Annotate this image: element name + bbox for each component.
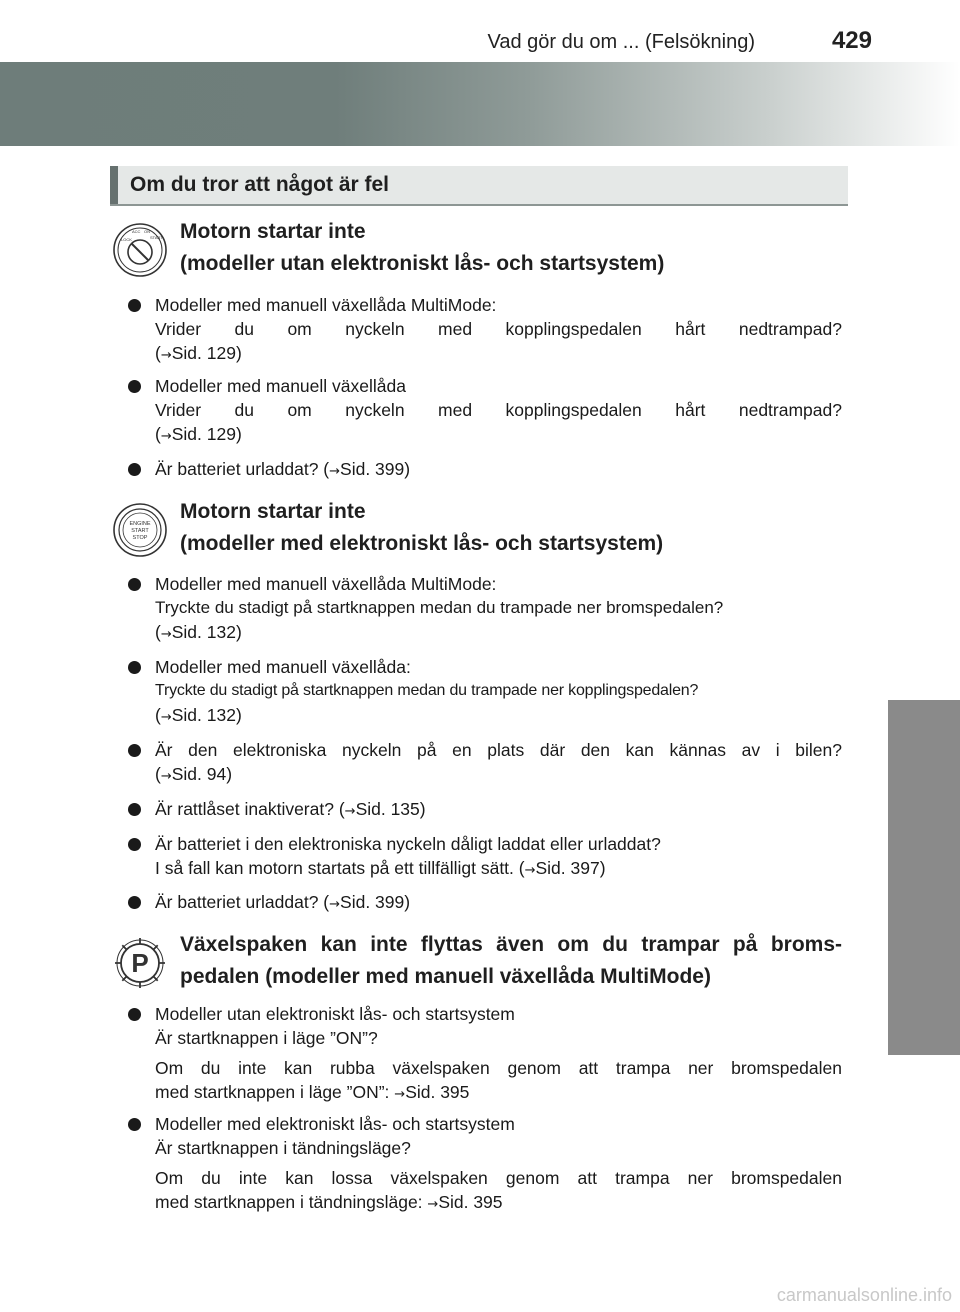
item-text: Modeller med manuell växellåda MultiMode: [155, 295, 497, 315]
key-label-on: ON [144, 229, 150, 234]
list-item [128, 890, 842, 917]
heading-line: Motorn startar inte [180, 500, 366, 523]
key-label-acc: ACC [132, 229, 141, 234]
item-text: Tryckte du stadigt på startknappen medan du trampade ner bromspedalen? [155, 598, 724, 617]
item-text: Modeller med elektroniskt lås- och startsystem [155, 1114, 515, 1134]
arrow-icon: → [329, 464, 341, 479]
arrow-icon: → [160, 429, 172, 444]
bullet [128, 463, 141, 476]
arrow-icon: → [160, 348, 172, 363]
bullet [128, 744, 141, 757]
paren: ) [235, 343, 242, 363]
list-item [128, 797, 842, 824]
list-item [128, 832, 842, 883]
watermark: carmanualsonline.info [776, 1285, 952, 1305]
bullet [128, 578, 141, 591]
header-banner [0, 62, 960, 146]
paren: ) [404, 892, 411, 912]
paren: ( [155, 424, 161, 444]
paren: ) [235, 424, 242, 444]
list-item [128, 1112, 842, 1217]
page-reference[interactable]: Sid. 132 [171, 705, 236, 725]
arrow-icon: → [160, 710, 172, 725]
page-number: 429 [831, 27, 872, 54]
page-reference[interactable]: Sid. 132 [171, 622, 236, 642]
list-item [128, 293, 842, 368]
bullet [128, 803, 141, 816]
list-item [128, 572, 842, 647]
arrow-icon: → [160, 769, 172, 784]
bullet [128, 299, 141, 312]
arrow-icon: → [329, 897, 341, 912]
section-header-bar [110, 166, 118, 204]
paren: ( [155, 764, 161, 784]
section-title: Om du tror att något är fel [130, 173, 390, 196]
item-text: Vrider du om nyckeln med kopplingspedalen hårt nedtrampad? [155, 319, 842, 339]
bullet [128, 380, 141, 393]
button-label-start: START [131, 528, 149, 534]
heading-line: Motorn startar inte [180, 220, 366, 243]
page-header [0, 0, 960, 62]
item-text: Om du inte kan lossa växelspaken genom att trampa ner bromspedalen [155, 1168, 842, 1188]
button-label-stop: STOP [132, 535, 148, 541]
paren: ( [155, 705, 161, 725]
item-text: med startknappen i tändningsläge: [155, 1192, 428, 1212]
item-text: Modeller med manuell växellåda MultiMode: [155, 574, 497, 594]
item-text: Är batteriet urladdat? ( [155, 459, 330, 479]
paren: ) [419, 799, 426, 819]
page-reference[interactable]: Sid. 399 [340, 892, 405, 912]
page-reference[interactable]: Sid. 135 [355, 799, 420, 819]
bullet [128, 661, 141, 674]
list-item [128, 738, 842, 789]
bullet [128, 896, 141, 909]
heading-line: pedalen (modeller med manuell växellåda MultiMode) [180, 965, 711, 988]
heading-line: Växelspaken kan inte flyttas även om du trampar på broms- [180, 933, 842, 956]
list-item [128, 655, 842, 730]
block2-heading [180, 496, 663, 560]
page-reference[interactable]: Sid. 129 [171, 343, 236, 363]
item-text: Är batteriet urladdat? ( [155, 892, 330, 912]
item-text: Modeller utan elektroniskt lås- och startsystem [155, 1004, 515, 1024]
button-label-engine: ENGINE [129, 521, 151, 527]
ignition-key-icon [112, 222, 168, 278]
key-label-lock: LOCK [121, 237, 132, 242]
bullet [128, 838, 141, 851]
item-text: Vrider du om nyckeln med kopplingspedalen hårt nedtrampad? [155, 400, 842, 420]
page-reference[interactable]: Sid. 397 [535, 858, 600, 878]
bullet [128, 1118, 141, 1131]
heading-line: (modeller med elektroniskt lås- och startsystem) [180, 532, 664, 555]
chapter-side-tab [888, 700, 960, 1055]
page-reference[interactable]: Sid. 395 [405, 1082, 470, 1102]
page-reference[interactable]: Sid. 399 [340, 459, 405, 479]
arrow-icon: → [160, 627, 172, 642]
paren: ) [599, 858, 606, 878]
paren: ) [235, 622, 242, 642]
item-text: med startknappen i läge ”ON”: [155, 1082, 395, 1102]
chapter-title: Vad gör du om ... (Felsökning) [487, 31, 755, 53]
list-item [128, 457, 842, 484]
arrow-icon: → [427, 1197, 439, 1212]
list-item [128, 1002, 842, 1107]
arrow-icon: → [344, 804, 356, 819]
item-text: Är batteriet i den elektroniska nyckeln dåligt laddat eller urladdat? [155, 834, 661, 854]
arrow-icon: → [524, 863, 536, 878]
park-letter: P [131, 948, 149, 978]
paren: ( [155, 343, 161, 363]
heading-line: (modeller utan elektroniskt lås- och startsystem) [180, 252, 665, 275]
section-header [110, 166, 848, 206]
list-item [128, 374, 842, 449]
item-text: Modeller med manuell växellåda [155, 376, 406, 396]
bullet [128, 1008, 141, 1021]
item-text: Modeller med manuell växellåda: [155, 657, 411, 677]
block1-heading [180, 216, 664, 280]
item-text: Är startknappen i tändningsläge? [155, 1138, 411, 1158]
paren: ) [235, 705, 242, 725]
arrow-icon: → [394, 1087, 406, 1102]
paren: ) [226, 764, 233, 784]
paren: ( [155, 622, 161, 642]
item-text: Är rattlåset inaktiverat? ( [155, 799, 345, 819]
page-reference[interactable]: Sid. 395 [438, 1192, 503, 1212]
page-reference[interactable]: Sid. 94 [171, 764, 227, 784]
item-text: Är startknappen i läge ”ON”? [155, 1028, 378, 1048]
item-text: Är den elektroniska nyckeln på en plats där den kan kännas av i bilen? [155, 740, 842, 760]
item-text: I så fall kan motorn startats på ett tillfälligt sätt. ( [155, 858, 525, 878]
key-label-start: START [150, 235, 163, 240]
engine-start-stop-button-icon [112, 502, 168, 558]
item-text: Tryckte du stadigt på startknappen medan du trampade ner kopplingspedalen? [155, 682, 699, 699]
page-reference[interactable]: Sid. 129 [171, 424, 236, 444]
item-text: Om du inte kan rubba växelspaken genom att trampa ner bromspedalen [155, 1058, 842, 1078]
park-position-gear-icon [112, 935, 168, 991]
block3-heading [180, 929, 842, 993]
paren: ) [404, 459, 411, 479]
